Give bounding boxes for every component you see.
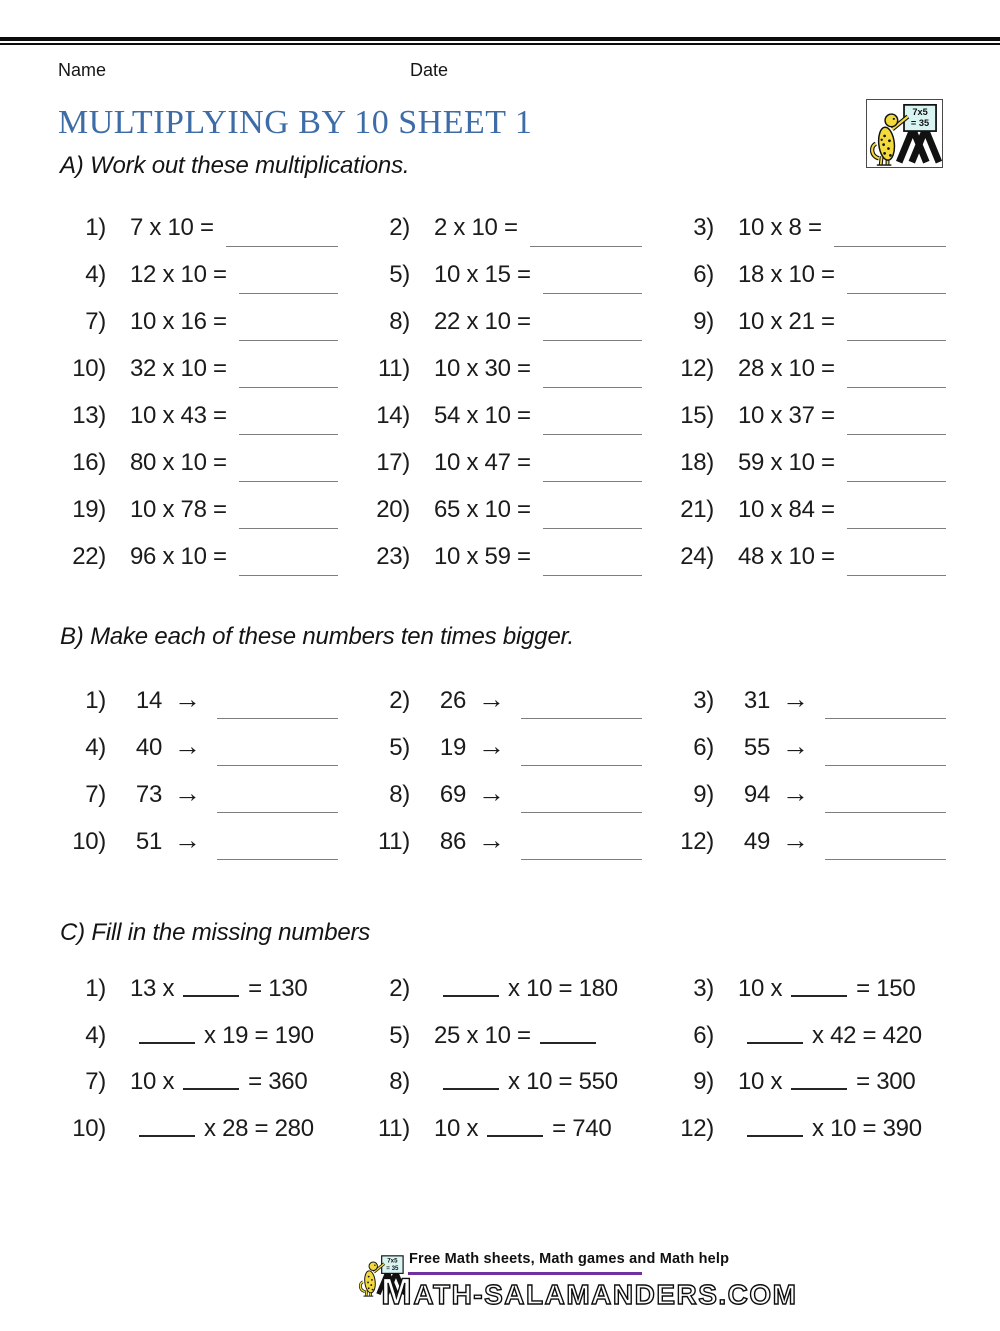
section-b-grid [0, 676, 1000, 864]
arrow-right-icon: → [782, 825, 809, 855]
problem-b [668, 723, 952, 770]
problem-number: 3) [693, 687, 714, 714]
problem-expression-post: x 10 = 180 [508, 975, 618, 1002]
section-c-heading: C) Fill in the missing numbers [60, 919, 371, 946]
arrow-right-icon: → [782, 731, 809, 761]
answer-blank[interactable] [543, 481, 642, 482]
problem-value: 55 [743, 734, 770, 761]
arrow-right-icon: → [478, 778, 505, 808]
problem-number: 11) [377, 355, 410, 382]
answer-blank[interactable] [847, 293, 946, 294]
problem-number: 2) [389, 687, 410, 714]
footer-site-wordmark: MATH-SALAMANDERS.COM [381, 1271, 798, 1312]
answer-blank[interactable] [825, 765, 946, 766]
problem-a [60, 439, 344, 486]
problem-b [364, 817, 648, 864]
problem-expression-post: = 150 [856, 975, 916, 1002]
problem-expression-pre: 25 x 10 = [434, 1021, 531, 1049]
problem-number: 1) [85, 687, 106, 714]
problem-expression-post: x 28 = 280 [204, 1114, 314, 1142]
problem-c [668, 1106, 952, 1153]
problem-number: 10) [72, 1114, 106, 1142]
problem-expression-pre: 10 x [434, 1114, 479, 1142]
answer-blank[interactable] [239, 528, 338, 529]
salamander-logo-graphic [867, 100, 942, 167]
answer-blank[interactable] [847, 575, 946, 576]
problem-expression-post: x 42 = 420 [812, 1021, 922, 1049]
worksheet-page [0, 37, 1000, 1331]
problem-c [60, 1059, 344, 1106]
problem-number: 12) [680, 1114, 714, 1142]
arrow-right-icon: → [174, 825, 201, 855]
problem-number: 12) [680, 828, 714, 855]
problem-value: 86 [439, 828, 466, 855]
problem-b [60, 817, 344, 864]
header-row [0, 60, 1000, 80]
problem-expression: 10 x 16 = [130, 308, 227, 335]
problem-expression: 32 x 10 = [130, 355, 227, 382]
problem-number: 6) [693, 1021, 714, 1049]
problem-value: 31 [743, 687, 770, 714]
answer-blank[interactable] [825, 718, 946, 719]
problem-value: 26 [439, 687, 466, 714]
problem-value: 19 [439, 734, 466, 761]
problem-c [364, 1106, 648, 1153]
problem-a [364, 251, 648, 298]
answer-blank[interactable] [521, 765, 642, 766]
name-label: Name [58, 60, 107, 80]
answer-blank[interactable] [834, 246, 946, 247]
problem-a [60, 204, 344, 251]
problem-number: 14) [376, 402, 410, 429]
section-b-heading: B) Make each of these numbers ten times bigger. [60, 623, 574, 650]
missing-number-blank[interactable] [139, 1042, 195, 1044]
answer-blank[interactable] [543, 340, 642, 341]
math-salamanders-logo [866, 99, 943, 168]
arrow-right-icon: → [782, 778, 809, 808]
problem-a [668, 298, 952, 345]
answer-blank[interactable] [847, 387, 946, 388]
problem-number: 1) [85, 975, 106, 1002]
top-double-rule [0, 37, 1000, 45]
answer-blank[interactable] [521, 718, 642, 719]
problem-value: 14 [135, 687, 162, 714]
problem-c [60, 1013, 344, 1060]
section-a-grid [0, 204, 1000, 580]
problem-number: 5) [389, 734, 410, 761]
problem-number: 9) [693, 781, 714, 808]
answer-blank[interactable] [521, 812, 642, 813]
arrow-right-icon: → [174, 684, 201, 714]
problem-expression: 10 x 15 = [434, 261, 531, 288]
missing-number-blank[interactable] [183, 995, 239, 997]
problem-expression-post: = 300 [856, 1068, 916, 1095]
problem-number: 9) [693, 1068, 714, 1095]
answer-blank[interactable] [239, 340, 338, 341]
answer-blank[interactable] [543, 293, 642, 294]
problem-expression: 65 x 10 = [434, 496, 531, 523]
problem-a [364, 298, 648, 345]
problem-number: 4) [85, 261, 106, 288]
answer-blank[interactable] [530, 246, 642, 247]
problem-number: 22) [72, 543, 106, 570]
arrow-right-icon: → [174, 778, 201, 808]
problem-number: 12) [680, 355, 714, 382]
answer-blank[interactable] [543, 387, 642, 388]
problem-a [60, 486, 344, 533]
problem-number: 20) [376, 496, 410, 523]
answer-blank[interactable] [825, 859, 946, 860]
svg-text:= 35: = 35 [910, 118, 930, 129]
problem-expression: 7 x 10 = [130, 214, 214, 241]
problem-number: 5) [389, 1021, 410, 1049]
problem-number: 21) [680, 496, 714, 523]
problem-b [668, 676, 952, 723]
problem-number: 6) [693, 734, 714, 761]
problem-expression: 10 x 78 = [130, 496, 227, 523]
problem-expression-pre: 13 x [130, 975, 175, 1002]
problem-number: 10) [72, 828, 106, 855]
problem-b [668, 770, 952, 817]
problem-c [60, 1106, 344, 1153]
problem-expression: 10 x 21 = [738, 308, 835, 335]
problem-expression: 54 x 10 = [434, 402, 531, 429]
missing-number-blank[interactable] [139, 1135, 195, 1137]
problem-number: 11) [377, 1114, 410, 1142]
problem-a [60, 251, 344, 298]
problem-number: 23) [376, 543, 410, 570]
problem-c [364, 1013, 648, 1060]
problem-a [668, 251, 952, 298]
section-a-heading: A) Work out these multiplications. [60, 152, 410, 179]
problem-number: 24) [680, 543, 714, 570]
answer-blank[interactable] [847, 340, 946, 341]
svg-text:7x5: 7x5 [387, 1257, 398, 1265]
problem-expression: 80 x 10 = [130, 449, 227, 476]
problem-a [668, 486, 952, 533]
problem-a [364, 345, 648, 392]
arrow-right-icon: → [782, 684, 809, 714]
problem-number: 2) [389, 975, 410, 1002]
answer-blank[interactable] [226, 246, 338, 247]
missing-number-blank[interactable] [443, 995, 499, 997]
date-label: Date [410, 60, 449, 80]
answer-blank[interactable] [239, 481, 338, 482]
problem-expression-post: = 360 [248, 1068, 308, 1095]
arrow-right-icon: → [478, 825, 505, 855]
problem-number: 4) [85, 734, 106, 761]
problem-b [364, 770, 648, 817]
problem-expression-pre: 10 x [130, 1068, 175, 1095]
letter-m-icon [899, 129, 939, 162]
problem-expression-post: x 19 = 190 [204, 1021, 314, 1049]
missing-number-blank[interactable] [791, 1088, 847, 1090]
answer-blank[interactable] [847, 481, 946, 482]
problem-b [668, 817, 952, 864]
answer-blank[interactable] [217, 718, 338, 719]
problem-number: 8) [389, 781, 410, 808]
problem-c [60, 966, 344, 1013]
problem-expression: 10 x 59 = [434, 543, 531, 570]
problem-expression: 10 x 30 = [434, 355, 531, 382]
page-title: MULTIPLYING BY 10 SHEET 1 [58, 104, 533, 141]
problem-b [60, 723, 344, 770]
problem-number: 7) [85, 308, 106, 335]
problem-number: 8) [389, 308, 410, 335]
problem-value: 94 [743, 781, 770, 808]
problem-expression: 48 x 10 = [738, 543, 835, 570]
problem-expression: 18 x 10 = [738, 261, 835, 288]
problem-number: 16) [72, 449, 106, 476]
missing-number-blank[interactable] [747, 1042, 803, 1044]
problem-number: 10) [72, 355, 106, 382]
problem-number: 6) [693, 261, 714, 288]
svg-text:= 35: = 35 [386, 1265, 399, 1273]
problem-expression: 10 x 8 = [738, 214, 822, 241]
problem-number: 3) [693, 975, 714, 1002]
problem-expression: 2 x 10 = [434, 214, 518, 241]
missing-number-blank[interactable] [183, 1088, 239, 1090]
problem-number: 1) [85, 214, 106, 241]
footer [0, 1243, 1000, 1323]
problem-expression-post: = 740 [552, 1114, 612, 1142]
missing-number-blank[interactable] [487, 1135, 543, 1137]
arrow-right-icon: → [174, 731, 201, 761]
answer-blank[interactable] [543, 575, 642, 576]
problem-c [364, 1059, 648, 1106]
answer-blank[interactable] [239, 387, 338, 388]
problem-number: 9) [693, 308, 714, 335]
arrow-right-icon: → [478, 731, 505, 761]
problem-b [60, 770, 344, 817]
problem-number: 17) [376, 449, 410, 476]
problem-a [668, 439, 952, 486]
problem-c [668, 966, 952, 1013]
answer-blank[interactable] [239, 434, 338, 435]
problem-a [364, 204, 648, 251]
problem-number: 3) [693, 214, 714, 241]
answer-blank[interactable] [543, 434, 642, 435]
problem-a [668, 533, 952, 580]
problem-expression: 10 x 43 = [130, 402, 227, 429]
missing-number-blank[interactable] [747, 1135, 803, 1137]
problem-a [364, 486, 648, 533]
problem-value: 49 [743, 828, 770, 855]
missing-number-blank[interactable] [791, 995, 847, 997]
problem-b [364, 676, 648, 723]
problem-a [364, 533, 648, 580]
section-c-grid [0, 966, 1000, 1152]
answer-blank[interactable] [847, 528, 946, 529]
problem-c [668, 1059, 952, 1106]
answer-blank[interactable] [217, 765, 338, 766]
svg-text:7x5: 7x5 [912, 107, 928, 118]
problem-number: 8) [389, 1068, 410, 1095]
answer-blank[interactable] [543, 528, 642, 529]
answer-blank[interactable] [217, 859, 338, 860]
arrow-right-icon: → [478, 684, 505, 714]
problem-number: 11) [377, 828, 410, 855]
problem-number: 18) [680, 449, 714, 476]
problem-number: 2) [389, 214, 410, 241]
problem-expression-post: = 130 [248, 975, 308, 1002]
problem-a [668, 345, 952, 392]
problem-number: 19) [72, 496, 106, 523]
problem-expression-pre: 10 x [738, 975, 783, 1002]
problem-c [668, 1013, 952, 1060]
problem-expression: 28 x 10 = [738, 355, 835, 382]
problem-number: 5) [389, 261, 410, 288]
problem-expression: 96 x 10 = [130, 543, 227, 570]
problem-number: 15) [680, 402, 714, 429]
problem-a [668, 204, 952, 251]
problem-a [364, 439, 648, 486]
problem-expression: 10 x 47 = [434, 449, 531, 476]
footer-tagline: Free Math sheets, Math games and Math help [409, 1251, 730, 1267]
problem-expression: 12 x 10 = [130, 261, 227, 288]
problem-a [60, 533, 344, 580]
problem-value: 40 [135, 734, 162, 761]
problem-value: 69 [439, 781, 466, 808]
problem-expression: 22 x 10 = [434, 308, 531, 335]
missing-number-blank[interactable] [540, 1042, 596, 1044]
problem-number: 4) [85, 1021, 106, 1049]
problem-expression: 59 x 10 = [738, 449, 835, 476]
problem-a [668, 392, 952, 439]
answer-blank[interactable] [239, 575, 338, 576]
problem-expression-post: x 10 = 550 [508, 1068, 618, 1095]
problem-c [364, 966, 648, 1013]
answer-blank[interactable] [521, 859, 642, 860]
missing-number-blank[interactable] [443, 1088, 499, 1090]
problem-b [364, 723, 648, 770]
problem-a [364, 392, 648, 439]
problem-number: 7) [85, 1068, 106, 1095]
problem-a [60, 298, 344, 345]
problem-number: 7) [85, 781, 106, 808]
problem-expression: 10 x 37 = [738, 402, 835, 429]
answer-blank[interactable] [239, 293, 338, 294]
problem-b [60, 676, 344, 723]
answer-blank[interactable] [847, 434, 946, 435]
problem-a [60, 345, 344, 392]
problem-value: 73 [135, 781, 162, 808]
problem-expression-pre: 10 x [738, 1068, 783, 1095]
answer-blank[interactable] [825, 812, 946, 813]
problem-value: 51 [135, 828, 162, 855]
problem-number: 13) [72, 402, 106, 429]
problem-expression: 10 x 84 = [738, 496, 835, 523]
answer-blank[interactable] [217, 812, 338, 813]
problem-expression-post: x 10 = 390 [812, 1114, 922, 1142]
problem-a [60, 392, 344, 439]
